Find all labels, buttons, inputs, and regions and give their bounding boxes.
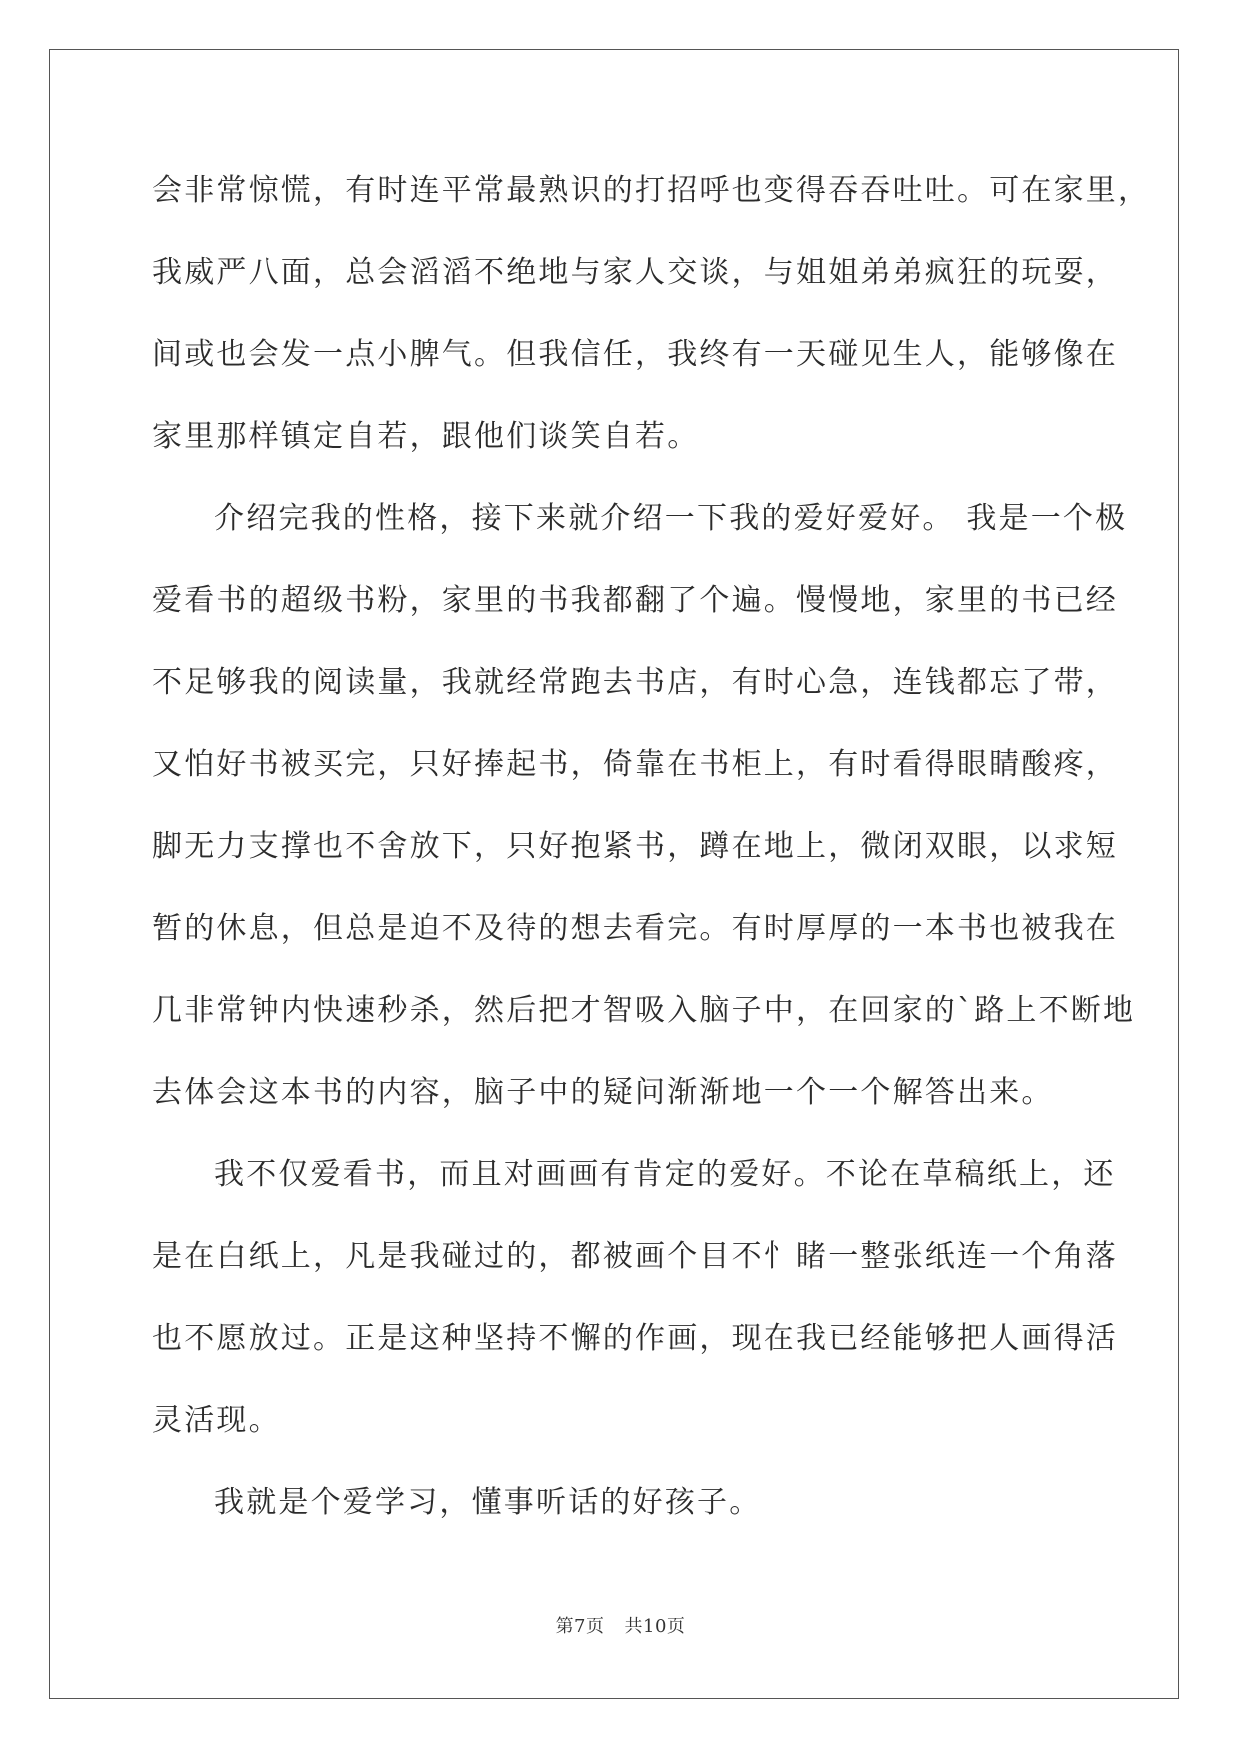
paragraph-1	[152, 150, 1151, 478]
page-total: 共10页	[624, 1616, 686, 1637]
paragraph-line: 脚无力支撑也不舍放下，只好抱紧书，蹲在地上，微闭双眼，以求短	[152, 829, 1118, 864]
paragraph-line: 我就是个爱学习，懂事听话的好孩子。	[214, 1485, 762, 1520]
paragraph-line: 几非常钟内快速秒杀，然后把才智吸入脑子中，在回家的`路上不断地	[152, 993, 1136, 1028]
paragraph-line: 是在白纸上，凡是我碰过的，都被画个目不忄睹一整张纸连一个角落	[152, 1239, 1118, 1274]
paragraph-line: 间或也会发一点小脾气。但我信任，我终有一天碰见生人，能够像在	[152, 337, 1118, 372]
paragraph-line: 暂的休息，但总是迫不及待的想去看完。有时厚厚的一本书也被我在	[152, 911, 1118, 946]
document-body	[152, 150, 1151, 1544]
paragraph-line: 去体会这本书的内容，脑子中的疑问渐渐地一个一个解答出来。	[152, 1075, 1054, 1110]
paragraph-line: 不足够我的阅读量，我就经常跑去书店，有时心急，连钱都忘了带，	[152, 665, 1118, 700]
paragraph-line: 会非常惊慌，有时连平常最熟识的打招呼也变得吞吞吐吐。可在家里，	[152, 173, 1151, 208]
paragraph-line: 又怕好书被买完，只好捧起书，倚靠在书柜上，有时看得眼睛酸疼，	[152, 747, 1118, 782]
paragraph-line: 我威严八面，总会滔滔不绝地与家人交谈，与姐姐弟弟疯狂的玩耍，	[152, 255, 1118, 290]
paragraph-line: 我不仅爱看书，而且对画画有肯定的爱好。不论在草稿纸上，还	[214, 1157, 1116, 1192]
paragraph-line: 灵活现。	[152, 1403, 281, 1438]
paragraph-line: 也不愿放过。正是这种坚持不懈的作画，现在我已经能够把人画得活	[152, 1321, 1118, 1356]
paragraph-line: 介绍完我的性格，接下来就介绍一下我的爱好爱好。 我是一个极	[214, 501, 1128, 536]
paragraph-line: 家里那样镇定自若，跟他们谈笑自若。	[152, 419, 700, 454]
page-number: 第7页	[555, 1616, 605, 1637]
paragraph-4	[152, 1462, 1092, 1544]
page-footer	[0, 1612, 1241, 1638]
paragraph-line: 爱看书的超级书粉，家里的书我都翻了个遍。慢慢地，家里的书已经	[152, 583, 1118, 618]
paragraph-3	[152, 1134, 1118, 1462]
paragraph-2	[152, 478, 1136, 1134]
